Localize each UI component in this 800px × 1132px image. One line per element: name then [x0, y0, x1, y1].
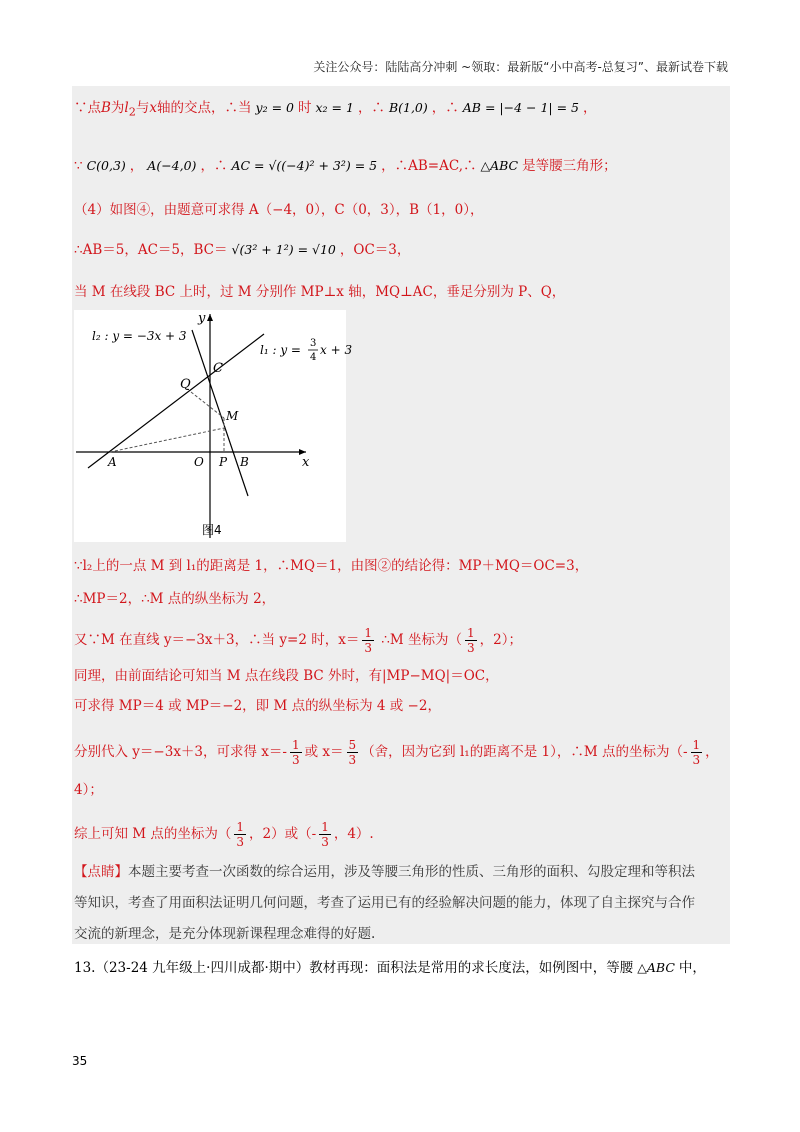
solution-line-10: 可求得 MP＝4 或 MP＝−2，即 M 点的纵坐标为 4 或 −2，	[74, 698, 441, 714]
label-x-axis: x	[302, 455, 310, 470]
line-l2	[192, 330, 248, 496]
label-l2: l₂ : y = −3x + 3	[92, 329, 187, 343]
solution-line-5: 当 M 在线段 BC 上时，过 M 分别作 MP⊥x 轴，MQ⊥AC，垂足分别为 P、Q，	[74, 284, 566, 300]
label-point-q: Q	[180, 377, 191, 392]
segment-am	[110, 428, 224, 452]
solution-line-1: ∵点B为$l_2$与x轴的交点，∴当 y₂ = 0 时 x₂ = 1 ，∴ B(1,0) ，∴ AB = |−4 − 1| = 5 ，	[74, 100, 597, 119]
dianjing-tag: 【点睛】	[74, 864, 128, 880]
figure-caption: 图4	[202, 523, 222, 537]
label-point-c: C	[213, 361, 223, 376]
solution-line-8: 又∵M 在直线 y＝−3x＋3，∴当 y=2 时，x＝ $\frac{1}{3}$ ∴M 坐标为（ $\frac{1}{3}$ ，2）；	[74, 626, 522, 655]
segment-mq	[191, 392, 224, 418]
coordinate-figure	[74, 310, 353, 542]
page-header: 关注公众号：陆陆高分冲刺 ~领取：最新版“小中高考-总复习”、最新试卷下载	[313, 60, 728, 74]
solution-line-14: 【点睛】本题主要考查一次函数的综合运用，涉及等腰三角形的性质、三角形的面积、勾股定理和等积法	[74, 864, 695, 880]
label-y-axis: y	[198, 311, 206, 326]
label-l1-num: 3	[310, 338, 317, 349]
label-point-p: P	[219, 455, 228, 469]
solution-line-3: （4）如图④，由题意可求得 A（−4，0），C（0，3），B（1，0），	[74, 202, 484, 218]
solution-line-15: 等知识，考查了用面积法证明几何问题，考查了运用已有的经验解决问题的能力，体现了自主探究与合作	[74, 895, 695, 911]
solution-line-13: 综上可知 M 点的坐标为（ $\frac{1}{3}$ ，2）或（- $\frac{1}{3}$ ，4）.	[74, 820, 374, 849]
math-x2-one: x₂ = 1	[315, 100, 354, 115]
line-l1	[88, 334, 264, 468]
solution-line-9: 同理，由前面结论可知当 M 点在线段 BC 外时，有|MP−MQ|＝OC，	[74, 668, 499, 684]
math-point-b: B(1,0)	[388, 100, 428, 115]
y-axis-arrow	[207, 314, 213, 321]
label-l1-suffix: x + 3	[320, 343, 353, 357]
solution-line-6: ∵l₂上的一点 M 到 l₁的距离是 1，∴MQ＝1，由图②的结论得：MP＋MQ＝OC=3，	[74, 558, 589, 574]
question-13: 13.（23-24 九年级上·四川成都·期中）教材再现：面积法是常用的求长度法，如例图中，等腰 △ABC 中，	[74, 960, 706, 976]
label-point-a: A	[108, 455, 117, 469]
math-ab: AB = |−4 − 1| = 5	[462, 100, 579, 115]
label-point-o: O	[194, 455, 204, 469]
solution-line-11: 分别代入 y＝−3x＋3，可求得 x＝- $\frac{1}{3}$ 或 x＝ $\frac{5}{3}$ （舍，因为它到 l₁的距离不是 1），∴M 点的坐标为（- $\frac{1}{3}$ ，	[74, 738, 719, 767]
label-point-m: M	[226, 409, 239, 423]
math-y2-zero: y₂ = 0	[255, 100, 294, 115]
label-l1-prefix: l₁ : y =	[260, 343, 301, 357]
label-point-b: B	[240, 455, 249, 469]
page-number: 35	[72, 1054, 88, 1068]
solution-line-12: 4）；	[74, 782, 103, 798]
label-l1-den: 4	[310, 352, 317, 363]
solution-line-7: ∴MP＝2，∴M 点的纵坐标为 2，	[74, 591, 276, 607]
solution-line-4: ∴AB＝5，AC＝5，BC＝ √(3² + 1²) = √10 ，OC＝3，	[74, 242, 411, 258]
figure-svg	[74, 310, 353, 542]
solution-line-2: ∵ C(0,3) ， A(−4,0) ，∴ AC = √((−4)² + 3²) = 5 ，∴AB=AC,∴ △ABC 是等腰三角形；	[74, 158, 617, 174]
solution-line-16: 交流的新理念，是充分体现新课程理念难得的好题.	[74, 926, 376, 942]
